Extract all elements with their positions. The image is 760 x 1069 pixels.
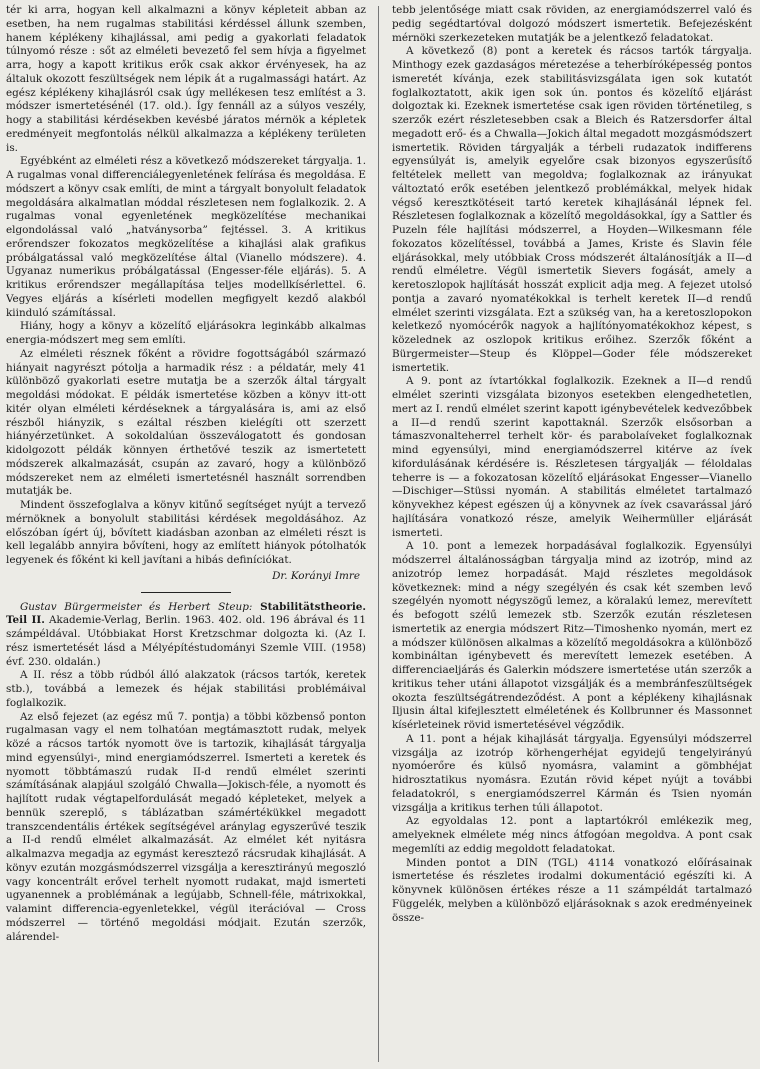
paragraph: A következő (8) pont a keretek és rácsos tartók tárgyalja. Minthogy ezek gazdaságos méretezése a teherbíróképesség pontos ismeretét kívánja, ezek stabilitásvizsgálata igen sok kutatót foglalkoztatott, akik igen sok ún. pontos és közelítő eljárást dolgoztak ki. Ezeknek ismertetése csak igen röviden történetileg, s szerzők ezért részletesebben csak a Bleich és Ratzersdorfer által megadott erő- és a Chwalla—Jokich által megadott mozgásmódszert ismertetik. Röviden tárgyalják a térbeli rudazatok indifferens egyensúlyát is, amelyik egyelőre csak bizonyos egyszerűsítő feltételek mellett van megoldva; foglalkoznak az irányukat változtató erők esetében jelentkező problémákkal, melyek hidak végső keresztkötéseit tartó keretek kihajlásánál lépnek fel. Részletesen foglalkoznak a közelítő megoldásokkal, így a Sattler és Puzeln féle hajlítási módszerrel, a Hoyden—Wilkesmann féle fokozatos közelítéssel, továbbá a James, Kriste és Slavin féle eljárásokkal, mely utóbbiak Cross módszerét általánosítják a II—d rendű elméletre. Végül ismertetik Sievers fogását, amely a keretoszlopok hajlítását hosszát explicit adja meg. A fejezet utolsó pontja a zavaró nyomatékokkal is terhelt keretek II—d rendű elmélet szerinti vizsgálata. Ezt a szükség van, ha a keretoszlopokon keletkező nyomócérők nagyok a hajlítónyomatékokhoz képest, s közelednek az oszlopok kritikus erőihez. Szerzők főként a Bürgermeister—Steup és Klöppel—Goder féle módszereket ismertetik. [392,45,752,374]
paragraph: A 10. pont a lemezek horpadásával foglalkozik. Egyensúlyi módszerrel általánosságban tárgyalja mind az izotróp, mind az anizotróp lemez horpadását. Majd részletes megoldások következnek: mind a négy szegélyén és csak két szemben levő szegélyén nyomott négyszögű lemez, a köralakú lemez, merevített és befogott szélű lemezek stb. Szerzők ezután részletesen ismertetik az energia módszert Ritz—Timoshenko nyomán, mert ez a módszer különösen alkalmas a közelítő megoldásokra a különböző kombináltan igénybevett és merevített lemezek esetében. A differenciaeljárás és Galerkin módszere ismertetése után szerzők a kritikus teher utáni állapotot vizsgálják és a membránfeszültségek okozta feszültségátrendeződést. A pont a képlékeny kihajlásnak Iljusin által kifejlesztett elméletének és Kollbrunner és Massonnet kísérleteinek rövid ismertetésével végződik. [392,540,752,731]
paragraph: Az elméleti résznek főként a rövidre fogottságából származó hiányait nagyrészt pótolja a harmadik rész : a példatár, mely 41 különböző gyakorlati esetre mutatja be a szerzők által tárgyalt megoldási módokat. E példák ismertetése közben a könyv itt-ott kitér olyan elméleti kérdéseknek a tárgyalására is, ami az első részből hiányzik, s ezáltal részben kielégíti ott szerzett hiányérzetünket. A sokoldalúan összeválogatott és gondosan kidolgozott példák könnyen érthetővé teszik az ismertetett módszerek alkalmazását, csupán az zavaró, hogy a különböző módszereket nem az elméleti ismertetésnél használt sorrendben mutatják be. [6,347,366,498]
left-column [6,4,366,1064]
paragraph: Minden pontot a DIN (TGL) 4114 vonatkozó előírásainak ismertetése és részletes irodalmi dokumentáció egészíti ki. A könyvnek különösen értékes része a 11 számpéldát tartalmazó Függelék, melyben a különböző eljárásoknak s azok eredményeinek össze- [392,856,752,924]
review-heading [6,601,366,670]
section-divider [141,592,231,593]
paragraph: A 9. pont az ívtartókkal foglalkozik. Ezeknek a II—d rendű elmélet szerinti vizsgálata bizonyos esetekben elengedhetetlen, mert az I. rendű elmélet szerint kapott igénybevételek kedvezőbbek a II—d rendű szerint kapottaknál. Szerzők elsősorban a támaszvonalteherrel terhelt kör- és parabolaíveket foglalkoznak mind egyensúlyi, mind energiamódszerrel kitérve az ívek kifordulásának kérdésére is. Részletesen tárgyalják — féloldalas teherre is — a fokozatosan közelítő eljárásokat Engesser—Vianello—Dischiger—Stüssi nyomán. A stabilitás elméletet tartalmazó könyvekhez képest egészen új a könyvnek az ívek csavarással járó hajlítására vonatkozó része, amelyik Weihermüller eljárását ismerteti. [392,375,752,539]
right-column [392,4,752,1064]
paragraph: Az egyoldalas 12. pont a laptartókról emlékezik meg, amelyeknek elmélete még nincs átfogóan megoldva. A pont csak megemlíti az eddig megoldott feladatokat. [392,815,752,855]
paragraph: A 11. pont a héjak kihajlását tárgyalja. Egyensúlyi módszerrel vizsgálja az izotróp körhengerhéjat egyidejű tengelyirányú nyomóerőre és külső nyomásra, valamint a gömbhéjat hidrosztatikus nyomásra. Ezután rövid képet nyújt a további feladatokról, s energiamódszerrel Kármán és Tsien nyomán vizsgálja a kritikus terhen túli állapotot. [392,732,752,814]
review-publisher: Akademie-Verlag, Berlin. 1963. 402. old. 196 ábrával és 11 számpéldával. Utóbbiakat Horst Kretzschmar dolgozta ki. (Az I. rész ismertetését lásd a Mélyépítéstudományi Szemle VIII. (1958) évf. 230. oldalán.) [6,614,366,668]
paragraph: tér ki arra, hogyan kell alkalmazni a könyv képleteit abban az esetben, ha nem rugalmas stabilitási kérdéssel állunk szemben, hanem képlékeny kihajlással, ami pedig a gyakorlati feladatok túlnyomó része : sőt az elméleti bevezető fel sem hívja a figyelmet arra, hogy a kapott kritikus erők csak akkor érvényesek, ha az általuk okozott feszültségek nem lépik át a rugalmassági határt. Az egész képlékeny kihajlásról csak úgy mellékesen tesz említést a 3. módszer ismertetésénél (17. old.). Így fennáll az a súlyos veszély, hogy a stabilitási kérdésekben kevésbé járatos mérnök a képletek eredményeit megfontolás nélkül alkalmazza a képlékeny területen is. [6,4,366,154]
paragraph: Egyébként az elméleti rész a következő módszereket tárgyalja. 1. A rugalmas vonal differenciálegyenletének felírása és megoldása. E módszert a könyv csak említi, de mint a tárgyalt bonyolult feladatok megoldására alkalmatlan móddal részletesen nem foglalkozik. 2. A rugalmas vonal egyenletének megközelítése mechanikai elgondolással való „hatványsorba” fejtéssel. 3. A kritikus erőrendszer fokozatos megközelítése a kihajlási alak grafikus próbálgatással való megközelítése által (Vianello módszere). 4. Ugyanaz numerikus próbálgatással (Engesser-féle eljárás). 5. A kritikus erőrendszer megállapítása teljes modellkísérlettel. 6. Vegyes eljárás a kísérleti modellen megfigyelt kezdő alakból kiinduló számítással. [6,155,366,319]
review-title: Stabilitätstheorie. Teil II. [6,600,366,627]
review-signature: Dr. Korányi Imre [272,569,360,582]
column-divider [378,6,379,1062]
paragraph: Az első fejezet (az egész mű 7. pontja) a többi közbenső ponton rugalmasan vagy el nem tolhatóan megtámasztott rudak, melyek közé a rácsos tartók nyomott öve is tartozik, kihajlását tárgyalja mind egyensúlyi-, mind energiamódszerrel. Ismerteti a keretek és nyomott többtámaszú rudak II-d rendű elmélet szerinti számításának alapjául szolgáló Chwalla—Jokisch-féle, a nyomott és hajlított rudak végtapelfordulását megadó képleteket, melyek a bennük szereplő, s táblázatban számértékükkel megadott transzcendentális értékek segítségével aránylag egyszerűvé teszik a II-d rendű elmélet alkalmazását. Az elmélet két nyitásra alkalmazva megadja az egymást keresztező rácsrudak kihajlását. A könyv ezután mozgásmódszerrel vizsgálja a keresztirányú megoszló vagy koncentrált erővel terhelt nyomott rudakat, majd ismerteti ugyanennek a problémának a legújabb, Schnell-féle, mátrixokkal, valamint differencia-egyenletekkel, végül iterációval — Cross módszerrel — történő megoldási módjait. Ezután szerzők, alárendel- [6,710,366,943]
paragraph: Mindent összefoglalva a könyv kitűnő segítséget nyújt a tervező mérnöknek a bonyolult stabilitási kérdések megoldásához. Az előszóban ígért új, bővített kiadásban azonban az elméleti részt is kell legalább annyira bővíteni, hogy az említett hiányok pótolhatók legyenek és főként ki kell javítani a hibás definíciókat. [6,499,366,566]
paragraph: Hiány, hogy a könyv a közelítő eljárásokra leginkább alkalmas energia-módszert meg sem említi. [6,320,366,346]
paragraph: A II. rész a több rúdból álló alakzatok (rácsos tartók, keretek stb.), továbbá a lemezek és héjak stabilitási problémáival foglalkozik. [6,669,366,709]
review-authors: Gustav Bürgermeister és Herbert Steup: [20,600,253,613]
paragraph: tebb jelentősége miatt csak röviden, az energiamódszerrel való és pedig segédtartóval dolgozó módszert ismertetik. Befejezésként mérnöki szerkezeteken mutatják be a jelentkező feladatokat. [392,4,752,44]
